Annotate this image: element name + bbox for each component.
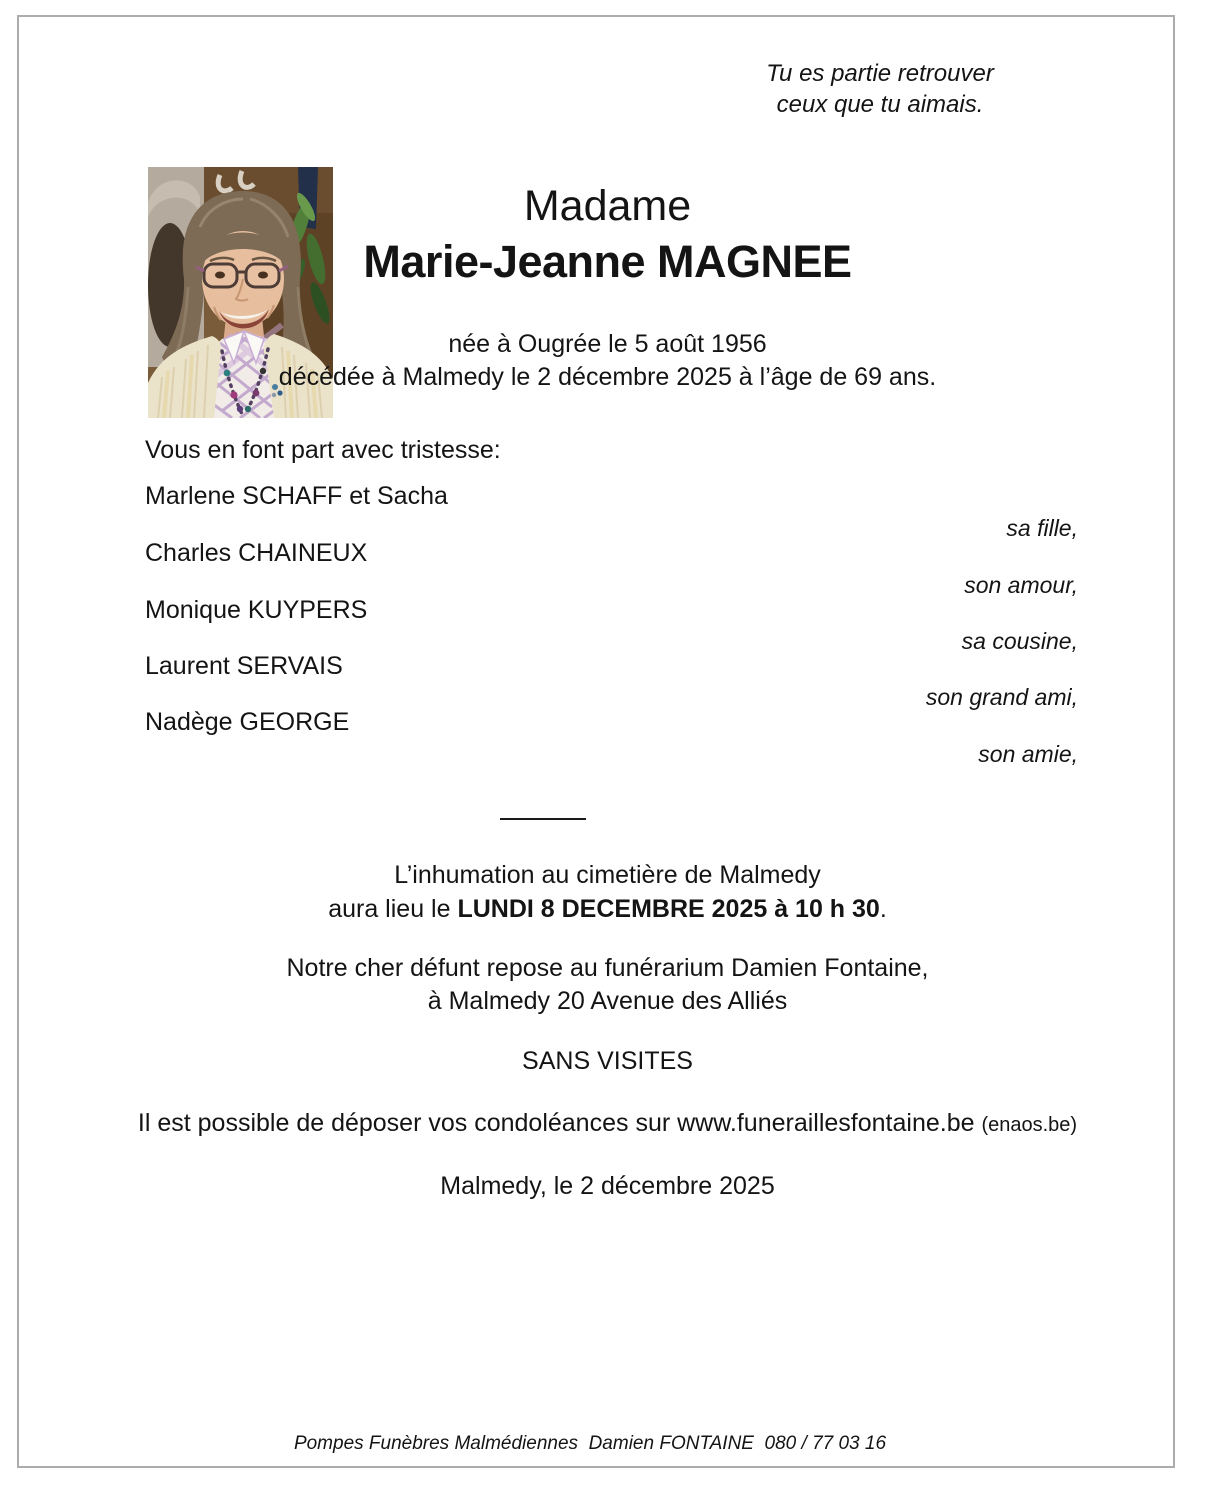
repose-line-1: Notre cher défunt repose au funérarium Damien Fontaine,: [286, 954, 929, 982]
mourner-name: Monique KUYPERS: [145, 596, 368, 624]
mourner-relation: son grand ami,: [925, 684, 1078, 710]
ceremony-line-1: L’inhumation au cimetière de Malmedy: [394, 861, 821, 889]
condolences-site-note: (enaos.be): [981, 1114, 1078, 1136]
deceased-name: Marie-Jeanne MAGNEE: [363, 236, 852, 287]
ceremony-line-2-suffix: .: [879, 895, 887, 923]
life-dates: [0, 328, 1215, 394]
section-divider: [500, 818, 586, 820]
memorial-quote-line-2: ceux que tu aimais.: [776, 91, 984, 118]
funeral-home-footer: Pompes Funèbres Malmédiennes Damien FONTAINE 080 / 77 03 16: [293, 1433, 887, 1454]
city-date-line: Malmedy, le 2 décembre 2025: [440, 1172, 775, 1200]
mourner-name: Marlene SCHAFF et Sacha: [145, 482, 448, 510]
death-line: décédée à Malmedy le 2 décembre 2025 à l’âge de 69 ans.: [278, 363, 937, 391]
mourner-name: Laurent SERVAIS: [145, 652, 343, 680]
mourner-relation: son amour,: [964, 572, 1078, 598]
memorial-quote-line-1: Tu es partie retrouver: [766, 60, 994, 87]
mourner-relation: son amie,: [978, 741, 1078, 767]
condolences-line: [0, 1107, 1215, 1141]
memorial-quote: [660, 58, 1100, 120]
ceremony-date-time: LUNDI 8 DECEMBRE 2025 à 10 h 30: [457, 895, 880, 923]
birth-line: née à Ougrée le 5 août 1956: [448, 330, 767, 358]
mourner-name: Nadège GEORGE: [145, 708, 350, 736]
mourner-relation: sa fille,: [1006, 515, 1078, 541]
ceremony-line-2-prefix: aura lieu le: [328, 895, 458, 923]
repose-line-2: à Malmedy 20 Avenue des Alliés: [427, 987, 788, 1015]
announcement-intro: Vous en font part avec tristesse:: [145, 436, 501, 464]
visits-notice: SANS VISITES: [522, 1047, 693, 1075]
condolences-text: Il est possible de déposer vos condoléances sur www.funeraillesfontaine.be: [137, 1109, 975, 1137]
deceased-title: Madame: [523, 182, 692, 230]
mourner-relation: sa cousine,: [961, 628, 1078, 654]
ceremony-line-2: [0, 893, 1215, 925]
mourner-name: Charles CHAINEUX: [145, 539, 368, 567]
